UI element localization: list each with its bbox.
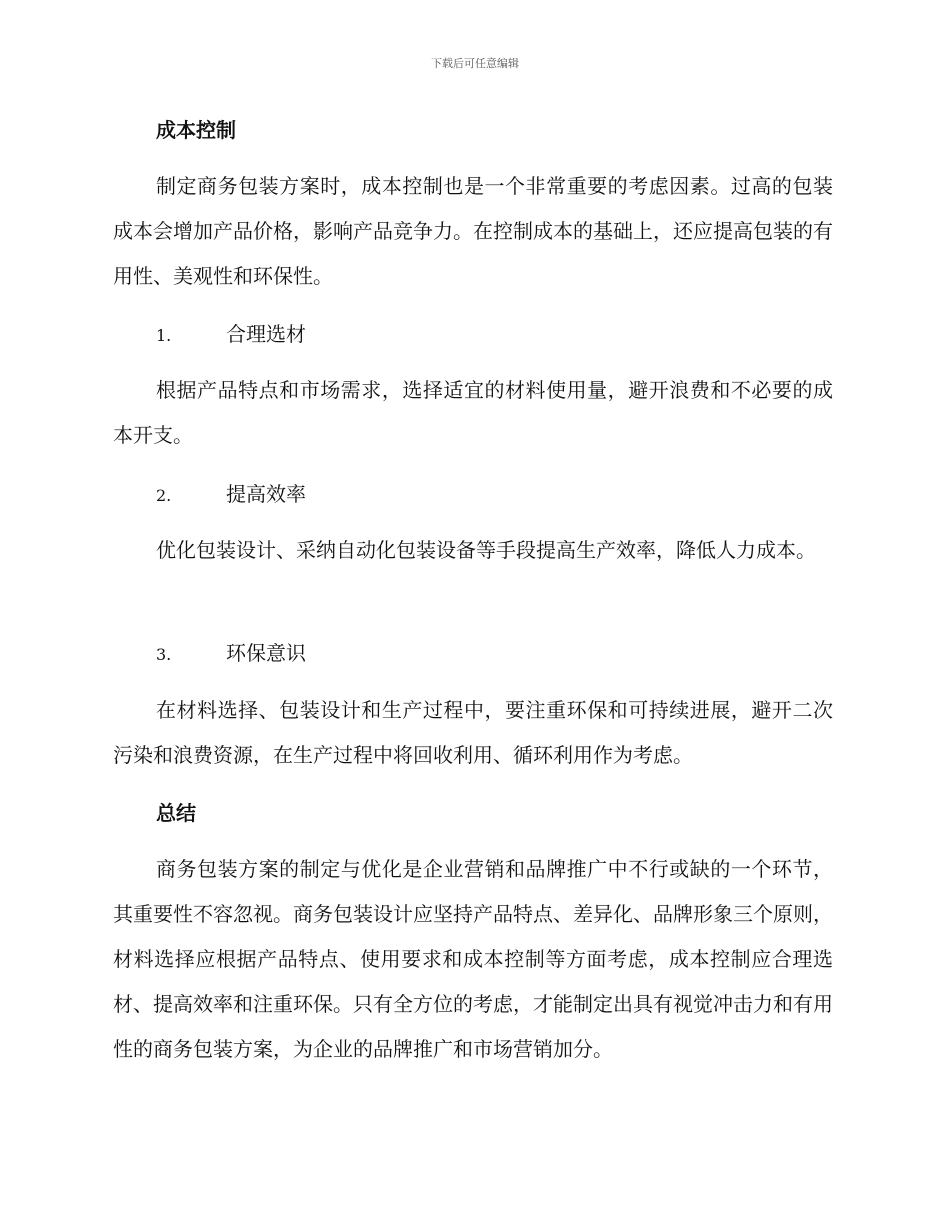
paragraph-item-1: 根据产品特点和市场需求，选择适宜的材料使用量，避开浪费和不必要的成本开支。 [113, 378, 833, 447]
list-item-3 [156, 639, 306, 669]
paragraph-item-3: 在材料选择、包装设计和生产过程中，要注重环保和可持续进展，避开二次污染和浪费资源，在生产过程中将回收利用、循环利用作为考虑。 [113, 698, 833, 767]
paragraph-item-2: 优化包装设计、采纳自动化包装设备等手段提高生产效率，降低人力成本。 [156, 538, 816, 562]
list-item-title: 合理选材 [226, 322, 306, 346]
list-item-number: 2. [156, 486, 172, 505]
paragraph-cost-intro: 制定商务包装方案时，成本控制也是一个非常重要的考虑因素。过高的包装成本会增加产品价格，影响产品竞争力。在控制成本的基础上，还应提高包装的有用性、美观性和环保性。 [113, 174, 833, 288]
list-item-2 [156, 480, 306, 510]
paragraph-summary: 商务包装方案的制定与优化是企业营销和品牌推广中不行或缺的一个环节，其重要性不容忽视。商务包装设计应坚持产品特点、差异化、品牌形象三个原则，材料选择应根据产品特点、使用要求和成本控制等方面考虑，成本控制应合理选材、提高效率和注重环保。只有全方位的考虑，才能制定出具有视觉冲击力和有用性的商务包装方案，为企业的品牌推广和市场营销加分。 [113, 857, 833, 1061]
list-item-number: 1. [156, 326, 172, 345]
section-heading-cost: 成本控制 [156, 118, 236, 142]
list-item-title: 环保意识 [226, 641, 306, 665]
list-item-title: 提高效率 [226, 482, 306, 506]
list-item-number: 3. [156, 645, 172, 664]
page-header-note: 下载后可任意编辑 [431, 57, 519, 70]
list-item-1 [156, 320, 306, 350]
section-heading-summary: 总结 [156, 801, 196, 825]
